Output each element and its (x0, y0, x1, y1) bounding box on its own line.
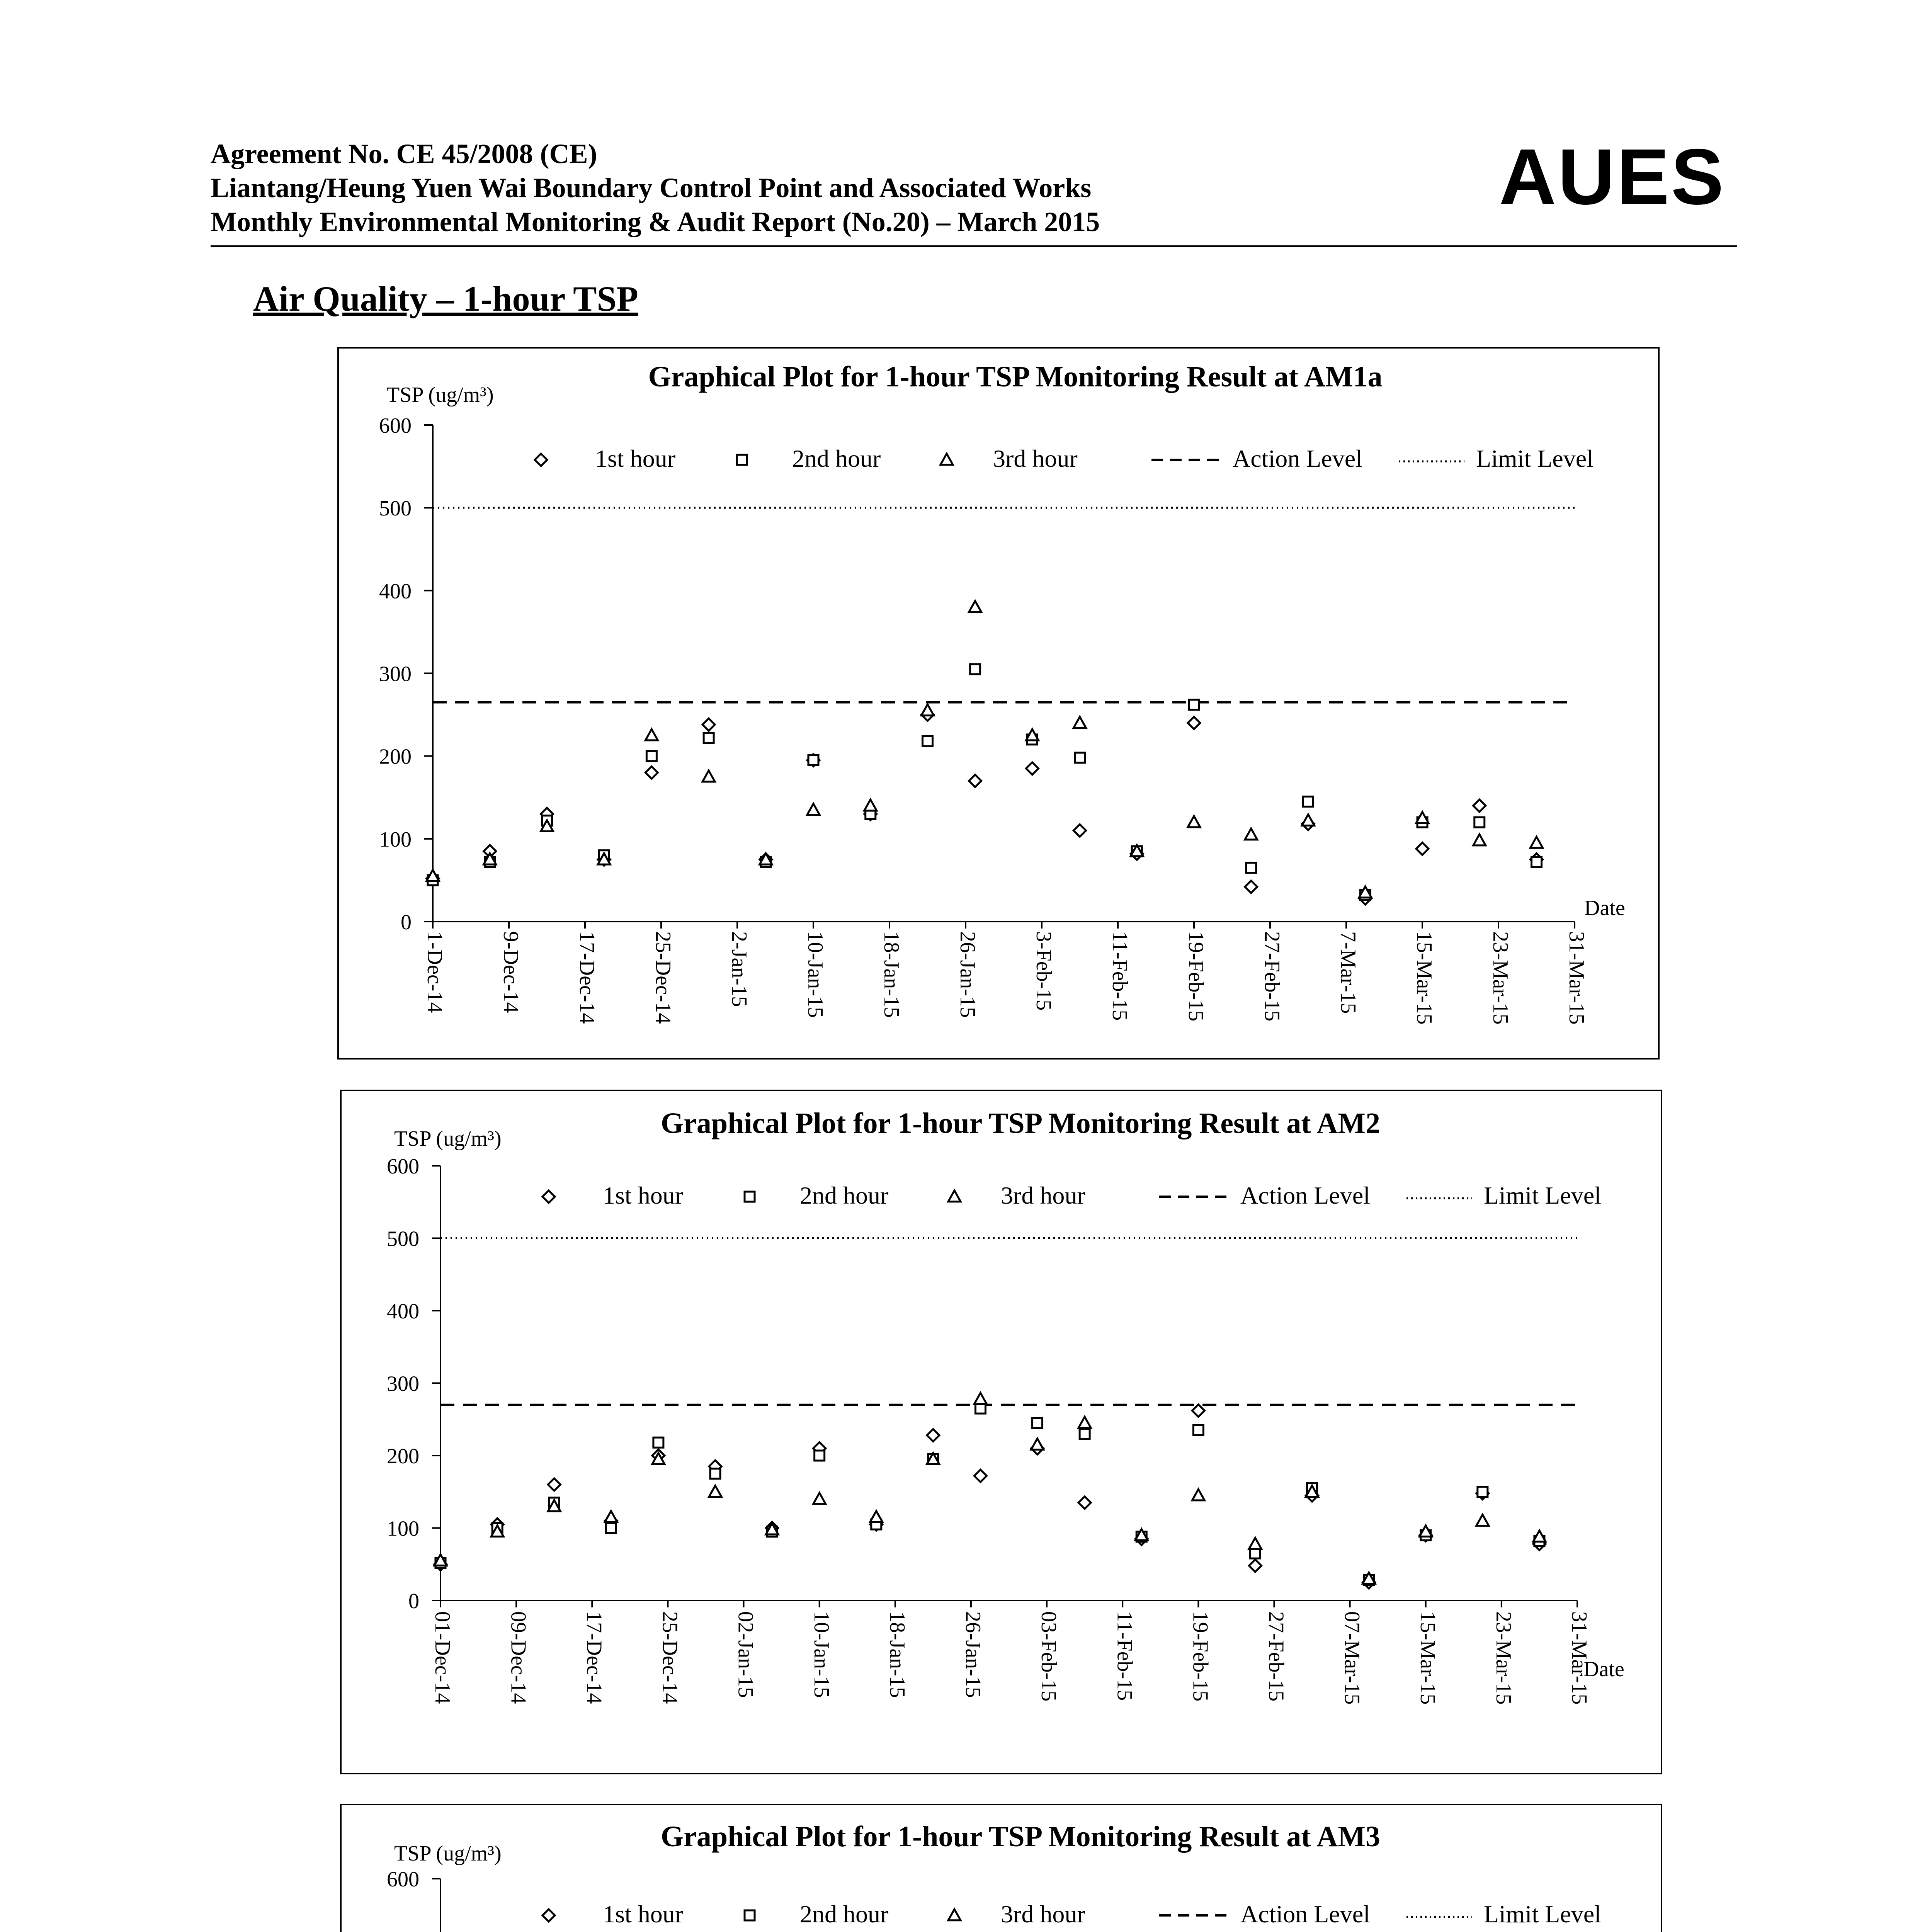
chart-title: Graphical Plot for 1-hour TSP Monitoring Result at AM3 (660, 1820, 1381, 1853)
legend-2-label: 2nd hour (792, 445, 881, 472)
y-axis-label: TSP (ug/m³) (394, 1127, 502, 1151)
x-tick-label: 01-Dec-14 (430, 1611, 455, 1704)
x-tick-label: 09-Dec-14 (506, 1611, 531, 1704)
x-tick-label: 1-Dec-14 (423, 931, 447, 1013)
y-tick-label: 600 (387, 1155, 419, 1179)
y-tick-label: 200 (387, 1444, 419, 1468)
y-axis-label: TSP (ug/m³) (386, 383, 494, 407)
x-tick-label: 19-Feb-15 (1184, 931, 1208, 1022)
x-tick-label: 23-Mar-15 (1492, 1611, 1516, 1705)
x-tick-label: 15-Mar-15 (1412, 931, 1437, 1025)
x-tick-label: 2-Jan-15 (727, 931, 752, 1007)
legend-limit-label: Limit Level (1484, 1182, 1601, 1209)
x-tick-label: 11-Feb-15 (1112, 1611, 1137, 1701)
legend-1-label: 1st hour (595, 445, 675, 472)
legend-square-marker (745, 1910, 755, 1920)
legend-action-label: Action Level (1233, 445, 1362, 472)
x-tick-label: 7-Mar-15 (1336, 931, 1361, 1014)
x-tick-label: 31-Mar-15 (1567, 1611, 1592, 1705)
x-tick-label: 07-Mar-15 (1340, 1611, 1364, 1705)
x-axis-label: Date (1583, 1657, 1624, 1681)
x-tick-label: 18-Jan-15 (885, 1611, 909, 1698)
x-tick-label: 03-Feb-15 (1037, 1611, 1061, 1702)
legend-3-label: 3rd hour (1001, 1900, 1085, 1928)
y-axis-label: TSP (ug/m³) (394, 1842, 502, 1866)
legend-2-label: 2nd hour (800, 1900, 889, 1928)
chart-title: Graphical Plot for 1-hour TSP Monitoring Result at AM1a (648, 361, 1383, 393)
y-tick-label: 600 (379, 414, 412, 438)
y-tick-label: 300 (387, 1372, 419, 1396)
y-tick-label: 100 (379, 827, 412, 852)
y-tick-label: 300 (379, 662, 412, 686)
x-tick-label: 3-Feb-15 (1032, 931, 1056, 1011)
y-tick-label: 0 (401, 910, 412, 934)
x-tick-label: 02-Jan-15 (733, 1611, 758, 1698)
x-tick-label: 26-Jan-15 (961, 1611, 985, 1698)
y-tick-label: 0 (408, 1589, 419, 1613)
x-tick-label: 25-Dec-14 (651, 931, 675, 1024)
section-title: Air Quality – 1-hour TSP (253, 279, 638, 318)
legend-2-label: 2nd hour (800, 1182, 889, 1209)
x-tick-label: 18-Jan-15 (879, 931, 904, 1018)
y-tick-label: 500 (387, 1227, 419, 1251)
y-tick-label: 600 (387, 1867, 419, 1891)
legend-diamond-marker (543, 1909, 555, 1922)
x-tick-label: 11-Feb-15 (1108, 931, 1132, 1021)
x-tick-label: 19-Feb-15 (1188, 1611, 1213, 1702)
legend-3-label: 3rd hour (993, 445, 1078, 472)
y-tick-label: 100 (387, 1517, 419, 1541)
x-tick-label: 9-Dec-14 (499, 931, 523, 1013)
report-name: Monthly Environmental Monitoring & Audit Report (No.20) – March 2015 (211, 206, 1100, 237)
legend-action-label: Action Level (1240, 1182, 1370, 1209)
legend-3-label: 3rd hour (1001, 1182, 1085, 1209)
x-tick-label: 27-Feb-15 (1264, 1611, 1288, 1702)
y-tick-label: 500 (379, 497, 412, 521)
x-tick-label: 27-Feb-15 (1260, 931, 1284, 1022)
x-tick-label: 10-Jan-15 (809, 1611, 833, 1698)
x-tick-label: 15-Mar-15 (1415, 1611, 1440, 1705)
legend-limit-label: Limit Level (1484, 1900, 1601, 1928)
y-tick-label: 200 (379, 745, 412, 769)
y-tick-label: 400 (387, 1299, 419, 1323)
x-tick-label: 17-Dec-14 (582, 1611, 606, 1704)
x-tick-label: 10-Jan-15 (803, 931, 828, 1018)
legend-limit-label: Limit Level (1476, 445, 1594, 472)
agreement-number: Agreement No. CE 45/2008 (CE) (211, 138, 597, 169)
legend-action-label: Action Level (1240, 1900, 1370, 1928)
x-tick-label: 25-Dec-14 (658, 1611, 682, 1704)
y-tick-label: 400 (379, 579, 412, 604)
x-tick-label: 23-Mar-15 (1488, 931, 1513, 1025)
x-tick-label: 26-Jan-15 (956, 931, 980, 1018)
project-name: Liantang/Heung Yuen Wai Boundary Control Point and Associated Works (211, 172, 1092, 203)
legend-triangle-marker (948, 1909, 961, 1920)
legend-1-label: 1st hour (603, 1900, 683, 1928)
chart-title: Graphical Plot for 1-hour TSP Monitoring Result at AM2 (660, 1107, 1381, 1139)
x-tick-label: 31-Mar-15 (1565, 931, 1589, 1025)
legend-1-label: 1st hour (603, 1182, 683, 1209)
aues-logo: AUES (1499, 133, 1725, 221)
x-axis-label: Date (1584, 896, 1625, 920)
x-tick-label: 17-Dec-14 (575, 931, 599, 1024)
